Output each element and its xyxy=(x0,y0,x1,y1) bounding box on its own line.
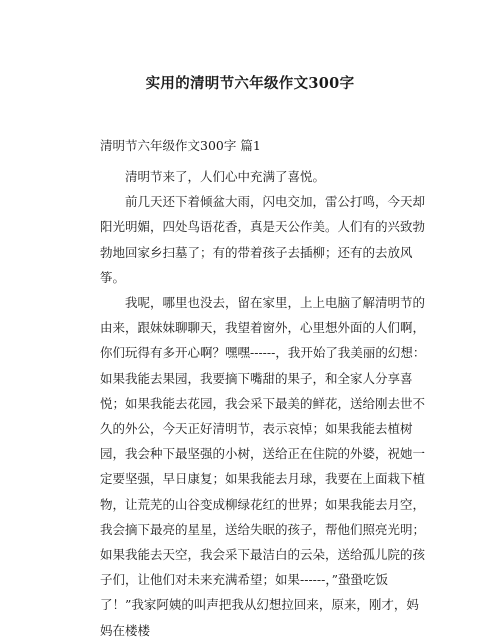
essay-body xyxy=(100,164,430,643)
essay-subtitle: 清明节六年级作文300字 篇1 xyxy=(100,138,261,153)
paragraph: 清明节来了，人们心中充满了喜悦。 xyxy=(125,169,326,184)
paragraph: 我呢，哪里也没去，留在家里，上上电脑了解清明节的由来，跟妹妹聊聊天，我望着窗外，心里想外面的人们啊，你们玩得有多开心啊？嘿嘿------，我开始了我美丽的幻想：如果我能去果园，我要摘下嘴甜的果子，和全家人分享喜悦；如果我能去花园，我会采下最美的鲜花，送给刚去世不久的外公，今天正好清明节，表示哀悼；如果我能去植树园，我会种下最坚强的小树，送给正在住院的外婆，祝她一定要坚强，早日康复；如果我能去月球，我要在上面栽下植物，让荒芜的山谷变成柳绿花红的世界；如果我能去月空，我会摘下最亮的星星，送给失眠的孩子，帮他们照亮光明；如果我能去天空，我会采下最洁白的云朵，送给孤儿院的孩子们，让他们对未来充满希望；如果------，”蛩蛩吃饭了！”我家阿姨的叫声把我从幻想拉回来，原来，刚才，妈妈在楼楼 xyxy=(100,295,426,638)
document-title: 实用的清明节六年级作文300字 xyxy=(145,75,355,92)
paragraph: 前几天还下着倾盆大雨，闪电交加，雷公打鸣，今天却阳光明媚，四处鸟语花香，真是天公作美。人们有的兴致勃勃地回家乡扫墓了；有的带着孩子去插柳；还有的去放风筝。 xyxy=(100,194,426,285)
